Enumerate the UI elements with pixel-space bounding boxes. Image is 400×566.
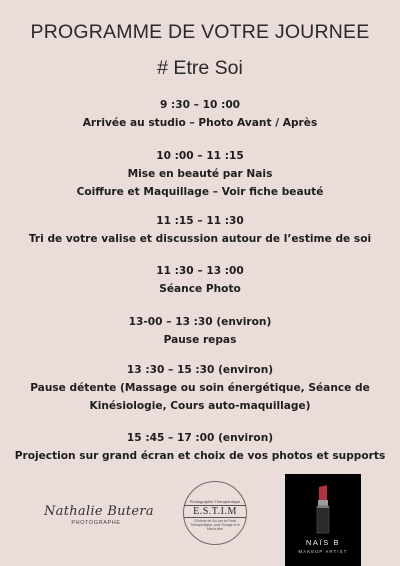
estim-main-text: E.S.T.I.M xyxy=(184,505,246,518)
schedule-description: Arrivée au studio – Photo Avant / Après xyxy=(82,117,318,129)
schedule-block xyxy=(0,96,400,132)
schedule-block xyxy=(0,313,400,349)
schedule-description: Projection sur grand écran et choix de vos photos et supports xyxy=(14,450,386,462)
schedule-block xyxy=(0,212,400,248)
schedule-time: 13 :30 – 15 :30 (environ) xyxy=(126,364,274,376)
photographer-role: PHOTOGRAPHE xyxy=(71,520,121,526)
schedule-description: Mise en beauté par Nais xyxy=(127,168,273,180)
estim-top-text: Photographie Thérapeutique xyxy=(189,499,241,504)
schedule-time: 15 :45 – 17 :00 (environ) xyxy=(126,432,274,444)
page-subtitle: # Etre Soi xyxy=(157,57,243,79)
schedule-description: Tri de votre valise et discussion autour de l’estime de soi xyxy=(28,233,372,245)
lipstick-icon xyxy=(314,484,332,534)
schedule-description: Kinésiologie, Cours auto-maquillage) xyxy=(89,400,311,412)
makeup-artist-name: NAÏS B xyxy=(305,538,341,547)
schedule-description: Pause repas xyxy=(163,334,237,346)
schedule-time: 11 :15 – 11 :30 xyxy=(156,215,244,227)
schedule-description: Coiffure et Maquillage – Voir fiche beauté xyxy=(76,186,324,198)
makeup-artist-logo xyxy=(285,474,361,566)
schedule-block xyxy=(0,429,400,465)
schedule-block xyxy=(0,262,400,298)
schedule-block xyxy=(0,147,400,201)
schedule-time: 10 :00 – 11 :15 xyxy=(156,150,244,162)
logo-row xyxy=(0,478,400,558)
schedule-description: Séance Photo xyxy=(159,283,241,295)
estim-logo xyxy=(183,481,247,545)
photographer-logo xyxy=(44,504,154,526)
schedule-block xyxy=(0,361,400,415)
photographer-name: Nathalie Butera xyxy=(44,504,154,519)
schedule-time: 13-00 – 13 :30 (environ) xyxy=(128,316,272,328)
schedule-description: Pause détente (Massage ou soin énergétique, Séance de xyxy=(30,382,370,394)
schedule-time: 9 :30 – 10 :00 xyxy=(159,99,241,111)
makeup-artist-role: MAKEUP ARTIST xyxy=(298,549,348,554)
estim-sub-text: L’Estime de Soi par la Photo Thérapeutique, pour l’Image et le Mieux-être xyxy=(190,519,240,531)
schedule-time: 11 :30 – 13 :00 xyxy=(156,265,244,277)
page-title: PROGRAMME DE VOTRE JOURNEE xyxy=(30,21,370,43)
